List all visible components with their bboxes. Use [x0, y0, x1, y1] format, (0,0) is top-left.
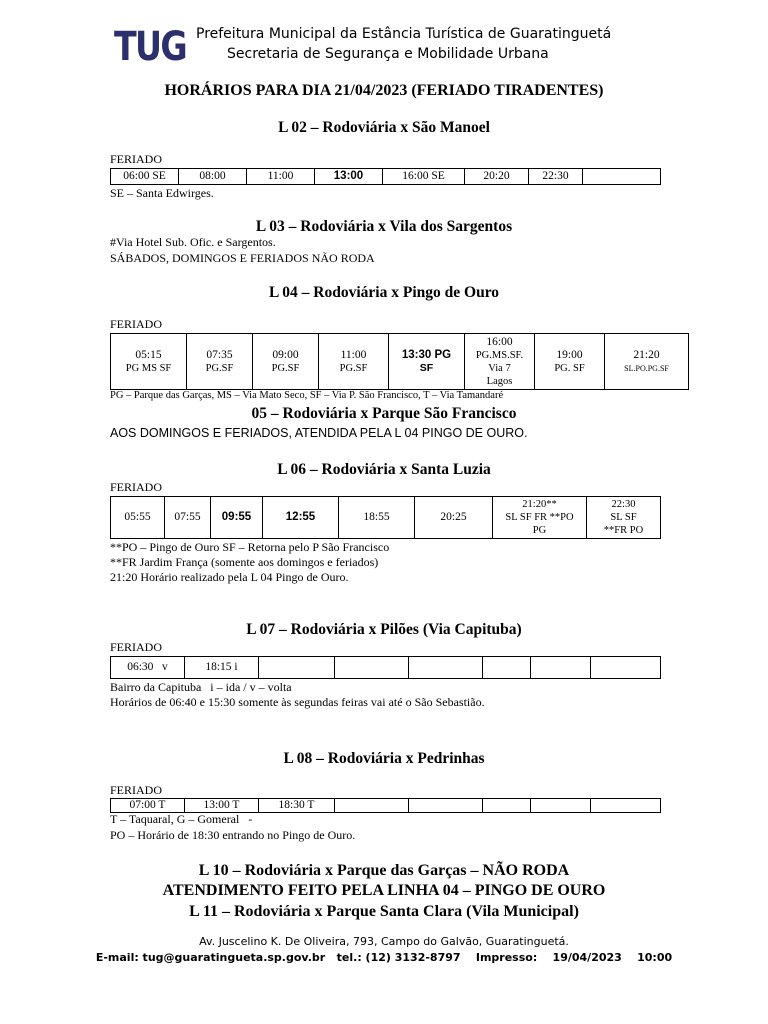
- time-text: 09:55: [221, 511, 252, 523]
- route-text: PG.MS.SF.: [475, 349, 524, 361]
- time-cell: [493, 497, 587, 539]
- time-text: 18:55: [363, 511, 390, 523]
- time-cell: [483, 657, 531, 679]
- l06-note-1: **PO – Pingo de Ouro SF – Retorna pelo P São Francisco: [110, 540, 390, 554]
- l06-schedule-table: [110, 496, 661, 539]
- l02-title: L 02 – Rodoviária x São Manoel: [278, 119, 490, 136]
- time-text: 16:00: [486, 335, 513, 348]
- time-cell: [531, 799, 591, 813]
- l07-day: FERIADO: [110, 640, 163, 654]
- route-text: PG.SF: [339, 362, 368, 374]
- time-cell: [253, 334, 319, 390]
- time-cell: [259, 657, 335, 679]
- l08-note-2: PO – Horário de 18:30 entrando no Pingo de Ouro.: [110, 828, 356, 842]
- l03-note-1: #Via Hotel Sub. Ofic. e Sargentos.: [110, 235, 276, 249]
- l05-title: 05 – Rodoviária x Parque São Francisco: [251, 405, 517, 422]
- time-cell: [531, 657, 591, 679]
- l02-schedule-table: [110, 168, 661, 185]
- time-cell: [591, 799, 661, 813]
- time-cell: [339, 497, 415, 539]
- l10-line: L 10 – Rodoviária x Parque das Garças – NÃO RODA: [198, 862, 570, 879]
- l08-day: FERIADO: [110, 783, 163, 797]
- time-cell: [591, 657, 661, 679]
- l06-title: L 06 – Rodoviária x Santa Luzia: [277, 461, 491, 478]
- l04-note: PG – Parque das Garças, MS – Via Mato Seco, SF – Via P. São Francisco, T – Via Tamandaré: [110, 390, 504, 401]
- time-cell: [165, 497, 211, 539]
- time-text: 13:30 PG: [401, 348, 452, 361]
- time-cell: [415, 497, 493, 539]
- time-cell: 06:00 SE: [111, 169, 179, 185]
- route-text: SF: [419, 361, 434, 374]
- l06-note-2: **FR Jardim França (somente aos domingos e feriados): [110, 555, 379, 569]
- l06-day: FERIADO: [110, 480, 163, 494]
- l10-service-line: ATENDIMENTO FEITO PELA LINHA 04 – PINGO DE OURO: [162, 882, 606, 899]
- table-row: [111, 497, 661, 539]
- footer-address: Av. Juscelino K. De Oliveira, 793, Campo do Galvão, Guaratinguetá.: [199, 935, 569, 948]
- l05-note: AOS DOMINGOS E FERIADOS, ATENDIDA PELA L 04 PINGO DE OURO.: [110, 426, 528, 440]
- l08-note-1: T – Taquaral, G – Gomeral -: [110, 812, 253, 826]
- time-cell: [587, 497, 661, 539]
- footer-contact: E-mail: tug@guaratingueta.sp.gov.br tel.: (12) 3132-8797 Impresso: 19/04/2023 10:00: [95, 951, 673, 964]
- l08-schedule-table: [110, 798, 661, 813]
- l07-schedule-table: [110, 656, 661, 679]
- table-row: [111, 169, 661, 185]
- time-text: 21:20: [633, 348, 660, 361]
- time-cell: [409, 799, 483, 813]
- route-text: **FR PO: [603, 525, 644, 536]
- time-cell: 18:30 T: [259, 799, 335, 813]
- time-cell: 20:20: [465, 169, 529, 185]
- time-cell: [263, 497, 339, 539]
- time-cell: [535, 334, 605, 390]
- tug-logo-text: TUG: [114, 24, 186, 70]
- l02-note: SE – Santa Edwirges.: [110, 186, 214, 200]
- route-text: PG: [532, 525, 547, 536]
- time-text: 07:55: [174, 511, 201, 523]
- l04-day: FERIADO: [110, 317, 163, 331]
- l06-note-3: 21:20 Horário realizado pela L 04 Pingo de Ouro.: [110, 570, 349, 584]
- time-text: 05:15: [135, 348, 162, 361]
- route-text: SL SF: [610, 512, 637, 523]
- header-line-2: Secretaria de Segurança e Mobilidade Urbana: [227, 46, 549, 62]
- time-cell: [335, 657, 409, 679]
- time-text: 22:30: [611, 499, 636, 510]
- l07-title: L 07 – Rodoviária x Pilões (Via Capituba): [246, 621, 522, 638]
- table-row: [111, 334, 689, 390]
- time-cell: [389, 334, 465, 390]
- time-cell: 16:00 SE: [383, 169, 465, 185]
- time-cell: 22:30: [529, 169, 583, 185]
- time-cell: [583, 169, 661, 185]
- l02-day: FERIADO: [110, 152, 163, 166]
- time-text: 12:55: [285, 511, 316, 523]
- route-text: Lagos: [486, 375, 513, 387]
- time-cell: [605, 334, 689, 390]
- l07-note-2: Horários de 06:40 e 15:30 somente às segundas feiras vai até o São Sebastião.: [110, 695, 485, 709]
- time-cell: [187, 334, 253, 390]
- route-text: PG. SF: [554, 362, 585, 374]
- time-cell: [483, 799, 531, 813]
- l03-title: L 03 – Rodoviária x Vila dos Sargentos: [255, 218, 513, 235]
- tug-logo: [114, 22, 188, 70]
- route-text: SL.PO.PG.SF: [624, 363, 669, 373]
- time-text: 09:00: [272, 348, 299, 361]
- l11-line: L 11 – Rodoviária x Parque Santa Clara (Vila Municipal): [189, 903, 579, 920]
- l03-note-2: SÁBADOS, DOMINGOS E FERIADOS NÃO RODA: [110, 251, 375, 265]
- time-cell: 13:00: [315, 169, 383, 185]
- time-cell: [111, 497, 165, 539]
- time-cell: [465, 334, 535, 390]
- time-cell: 07:00 T: [111, 799, 185, 813]
- page-title: HORÁRIOS PARA DIA 21/04/2023 (FERIADO TIRADENTES): [164, 82, 604, 99]
- time-cell: 08:00: [179, 169, 247, 185]
- time-cell: [319, 334, 389, 390]
- l04-schedule-table: [110, 333, 689, 390]
- l08-title: L 08 – Rodoviária x Pedrinhas: [283, 750, 485, 767]
- time-cell: [211, 497, 263, 539]
- time-text: 19:00: [556, 348, 583, 361]
- time-text: 20:25: [440, 511, 467, 523]
- time-cell: 13:00 T: [185, 799, 259, 813]
- l04-title: L 04 – Rodoviária x Pingo de Ouro: [268, 284, 500, 301]
- time-cell: [409, 657, 483, 679]
- route-text: Via 7: [488, 362, 511, 374]
- l07-note-1: Bairro da Capituba i – ida / v – volta: [110, 680, 292, 694]
- route-text: PG MS SF: [125, 362, 172, 374]
- time-cell: [335, 799, 409, 813]
- table-row: [111, 799, 661, 813]
- time-text: 07:35: [206, 348, 233, 361]
- header-line-1: Prefeitura Municipal da Estância Turística de Guaratinguetá: [196, 26, 612, 42]
- time-cell: 18:15 i: [185, 657, 259, 679]
- time-cell: 06:30 v: [111, 657, 185, 679]
- time-text: 11:00: [340, 348, 367, 361]
- route-text: PG.SF: [271, 362, 300, 374]
- time-cell: [111, 334, 187, 390]
- time-cell: 11:00: [247, 169, 315, 185]
- time-text: 05:55: [124, 511, 151, 523]
- time-text: 21:20**: [522, 499, 557, 510]
- route-text: PG.SF: [205, 362, 234, 374]
- route-text: SL SF FR **PO: [505, 512, 574, 523]
- table-row: [111, 657, 661, 679]
